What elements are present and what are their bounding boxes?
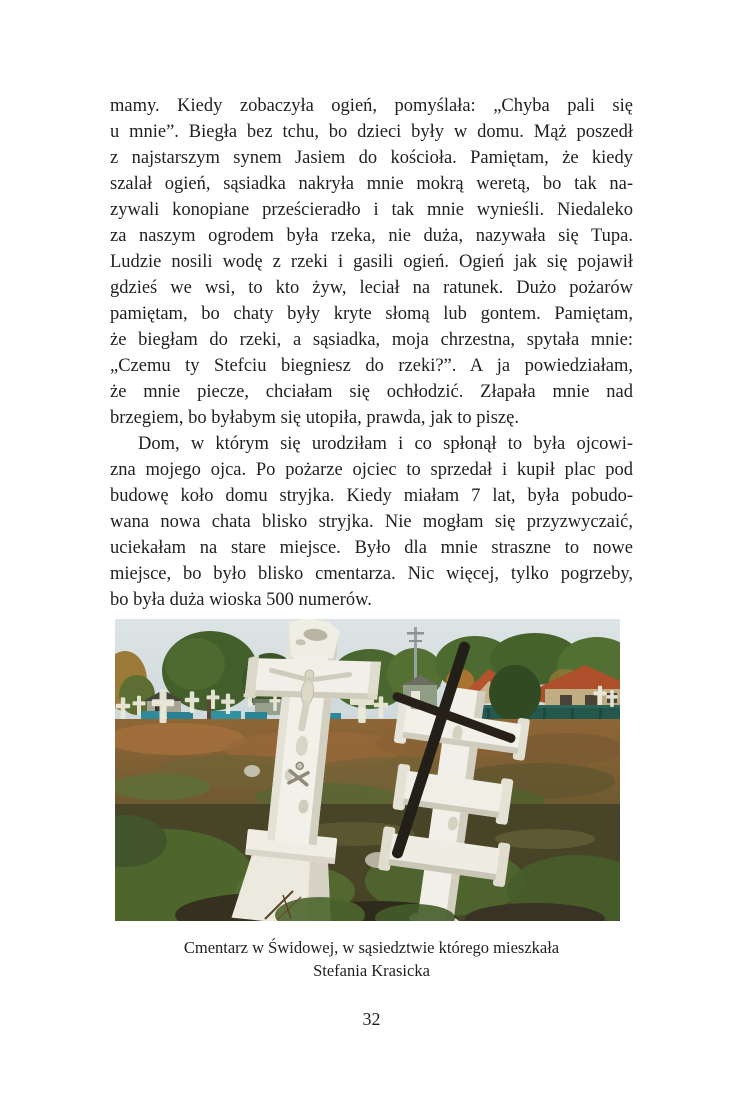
text-line: że biegłam do rzeki, a sąsiadka, moja chrzestna, spytała mnie: — [110, 330, 633, 350]
text-line: że mnie piecze, chciałam się ochłodzić. Złapała mnie nad — [110, 382, 633, 402]
text-line: „Czemu ty Stefciu biegniesz do rzeki?”. A ja powiedziałam, — [110, 356, 633, 376]
paragraph — [110, 93, 633, 431]
text-line: zna mojego ojca. Po pożarze ojciec to sprzedał i kupił plac pod — [110, 460, 633, 480]
caption-line-2: Stefania Krasicka — [313, 961, 430, 980]
cemetery-photo — [115, 619, 620, 921]
text-line: wana nowa chata blisko stryjka. Nie mogłam się przyzwyczaić, — [110, 512, 633, 532]
text-line: szalał ogień, sąsiadka nakryła mnie mokrą weretą, bo tak na- — [110, 174, 633, 194]
text-line: u mnie”. Biegła bez tchu, bo dzieci były w domu. Mąż poszedł — [110, 122, 633, 142]
photo-caption — [110, 936, 633, 982]
text-line: gdzieś we wsi, to kto żyw, leciał na ratunek. Dużo pożarów — [110, 278, 633, 298]
paragraph — [110, 431, 633, 613]
text-line: z najstarszym synem Jasiem do kościoła. Pamiętam, że kiedy — [110, 148, 633, 168]
body-text — [110, 93, 633, 613]
text-line: miejsce, bo było blisko cmentarza. Nic więcej, tylko pogrzeby, — [110, 564, 633, 584]
cemetery-photo-graphic — [115, 619, 620, 921]
caption-line-1: Cmentarz w Świdowej, w sąsiedztwie którego mieszkała — [183, 938, 560, 957]
text-line: za naszym ogrodem była rzeka, nie duża, nazywała się Tupa. — [110, 226, 633, 246]
text-line: brzegiem, bo byłabym się utopiła, prawda, jak to piszę. — [110, 408, 519, 428]
text-line: bo była duża wioska 500 numerów. — [110, 590, 372, 610]
text-line: Dom, w którym się urodziłam i co spłonął to była ojcowi- — [138, 434, 633, 454]
text-line: budowę koło domu stryjka. Kiedy miałam 7 lat, była pobudo- — [110, 486, 633, 506]
text-line: Ludzie nosili wodę z rzeki i gasili ogień. Ogień jak się pojawił — [110, 252, 633, 272]
page-number: 32 — [362, 1009, 381, 1029]
text-line: pamiętam, bo chaty były kryte słomą lub gontem. Pamiętam, — [110, 304, 633, 324]
text-line: uciekałam na stare miejsce. Było dla mnie straszne to nowe — [110, 538, 633, 558]
text-line: zywali konopiane prześcieradło i tak mnie wynieśli. Niedaleko — [110, 200, 633, 220]
text-line: mamy. Kiedy zobaczyła ogień, pomyślała: „Chyba pali się — [110, 96, 633, 116]
